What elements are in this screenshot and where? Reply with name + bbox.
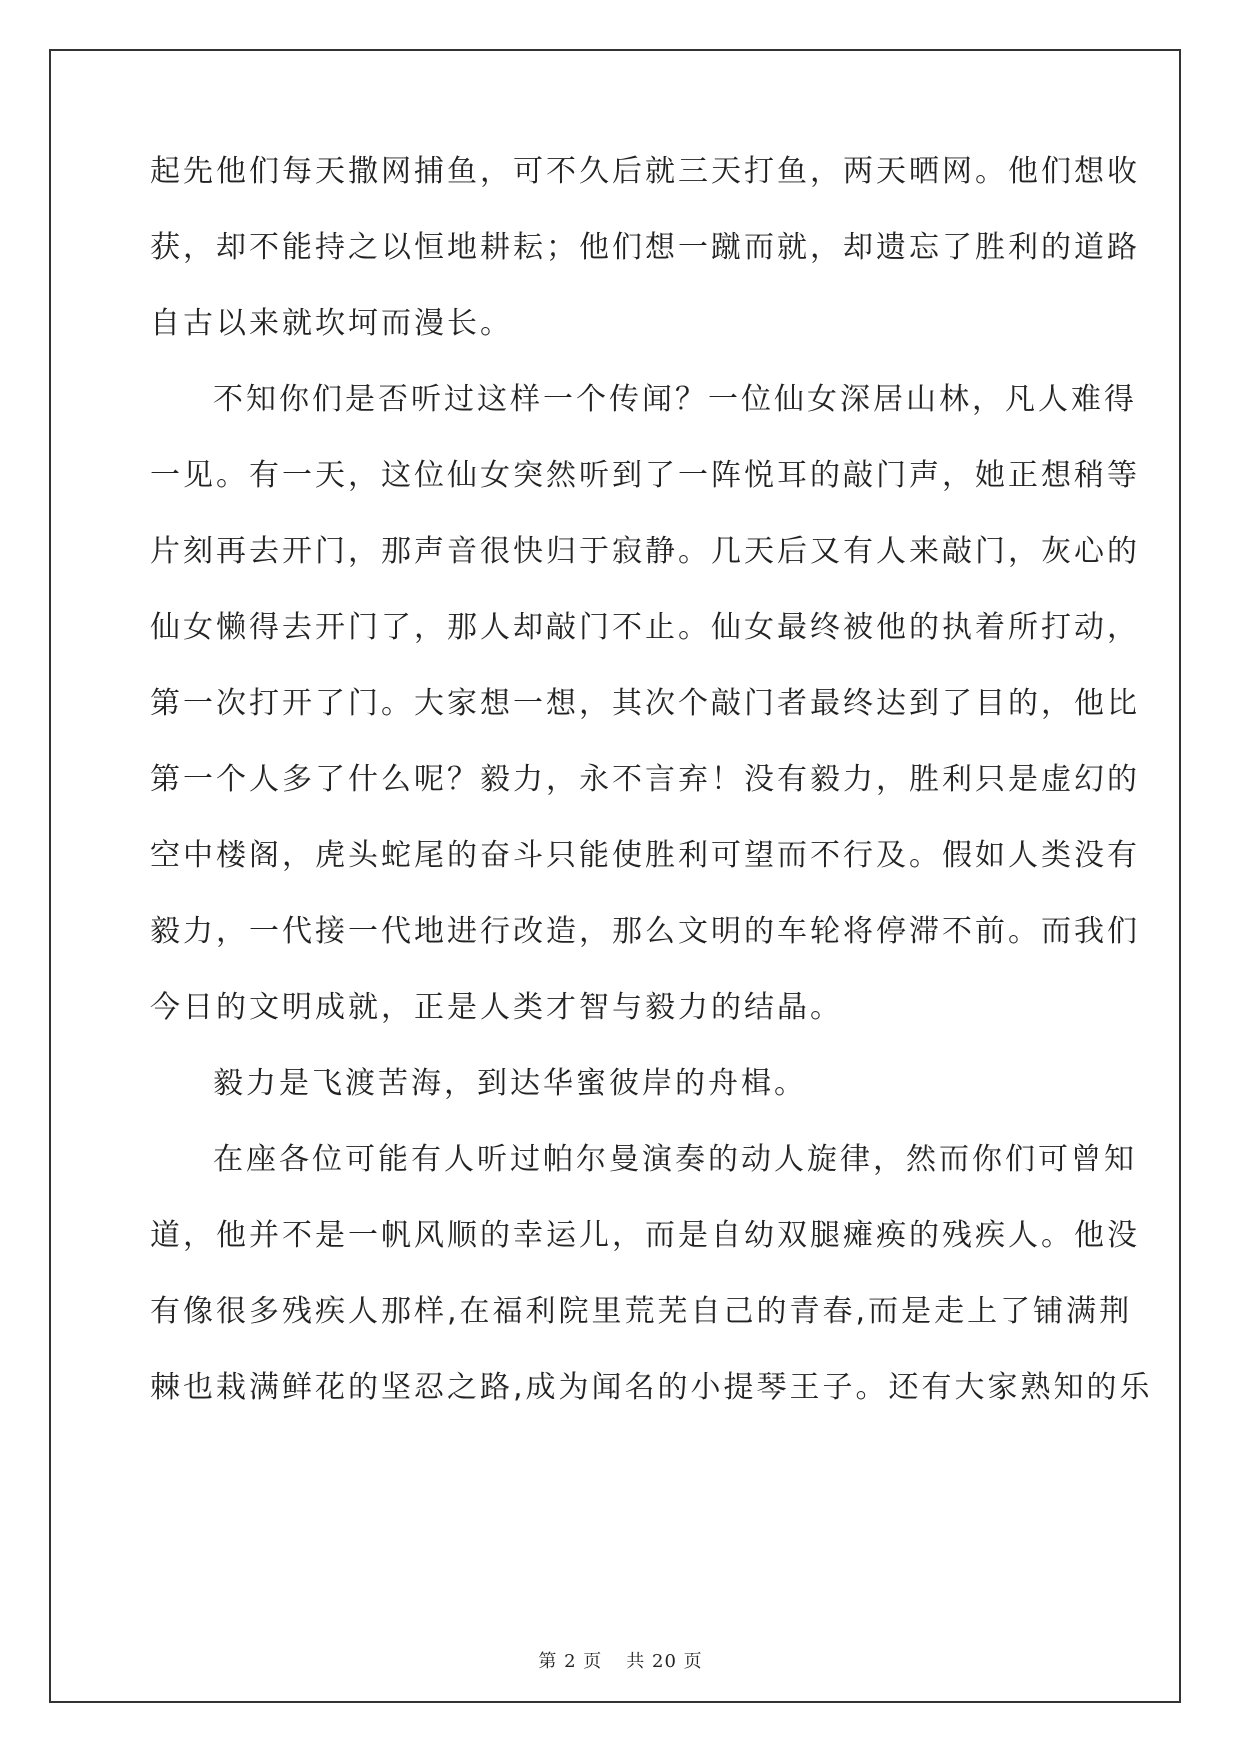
text-line: 在座各位可能有人听过帕尔曼演奏的动人旋律，然而你们可曾知 — [213, 1142, 1137, 1177]
text-line: 毅力是飞渡苦海，到达华蜜彼岸的舟楫。 — [213, 1066, 807, 1101]
text-line: 第一次打开了门。大家想一想，其次个敲门者最终达到了目的，他比 — [150, 686, 1140, 721]
page-number: 第 2 页 — [538, 1651, 603, 1672]
text-line: 第一个人多了什么呢？毅力，永不言弃！没有毅力，胜利只是虚幻的 — [150, 762, 1140, 797]
text-line: 棘也栽满鲜花的坚忍之路,成为闻名的小提琴王子。还有大家熟知的乐 — [150, 1370, 1153, 1405]
text-line: 起先他们每天撒网捕鱼，可不久后就三天打鱼，两天晒网。他们想收 — [150, 154, 1140, 189]
text-line: 获，却不能持之以恒地耕耘；他们想一蹴而就，却遗忘了胜利的道路 — [150, 230, 1140, 265]
text-line: 片刻再去开门，那声音很快归于寂静。几天后又有人来敲门，灰心的 — [150, 534, 1140, 569]
text-line: 自古以来就坎坷而漫长。 — [150, 306, 513, 341]
text-line: 有像很多残疾人那样,在福利院里荒芜自己的青春,而是走上了铺满荆 — [150, 1294, 1133, 1329]
text-line: 今日的文明成就，正是人类才智与毅力的结晶。 — [150, 990, 843, 1025]
page-total: 共 20 页 — [626, 1651, 703, 1672]
text-line: 一见。有一天，这位仙女突然听到了一阵悦耳的敲门声，她正想稍等 — [150, 458, 1140, 493]
text-line: 不知你们是否听过这样一个传闻？一位仙女深居山林，凡人难得 — [213, 382, 1137, 417]
text-line: 空中楼阁，虎头蛇尾的奋斗只能使胜利可望而不行及。假如人类没有 — [150, 838, 1140, 873]
text-line: 仙女懒得去开门了，那人却敲门不止。仙女最终被他的执着所打动， — [150, 610, 1140, 645]
text-line: 毅力，一代接一代地进行改造，那么文明的车轮将停滞不前。而我们 — [150, 914, 1140, 949]
page-footer — [0, 1647, 1241, 1673]
text-line: 道，他并不是一帆风顺的幸运儿，而是自幼双腿瘫痪的残疾人。他没 — [150, 1218, 1140, 1253]
